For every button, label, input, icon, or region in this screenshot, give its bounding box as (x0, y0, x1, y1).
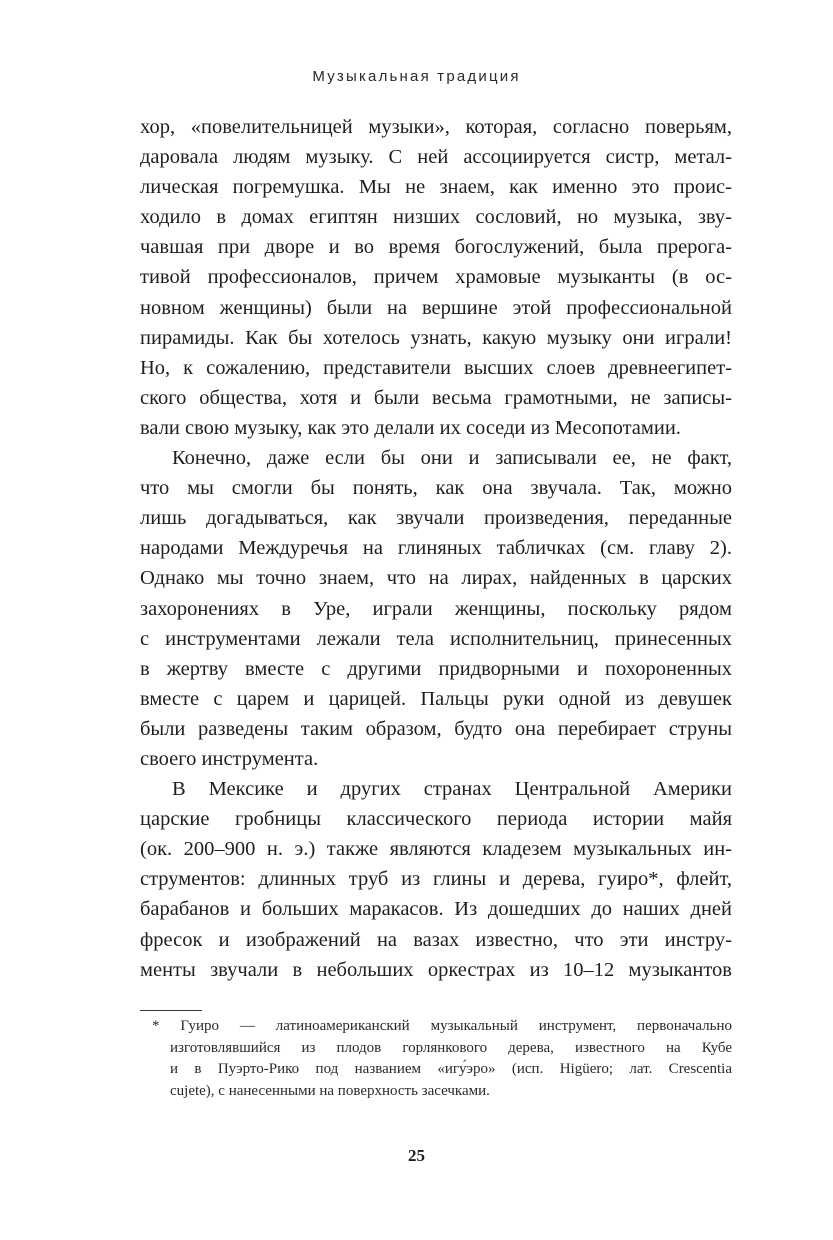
text-line: с инструментами лежали тела исполнительниц, принесенных (140, 627, 732, 650)
page-number: 25 (408, 1146, 425, 1165)
text-line: даровала людям музыку. С ней ассоциируется систр, метал- (140, 146, 732, 169)
text-line: были разведены таким образом, будто она перебирает струны (140, 717, 732, 740)
text-line: Конечно, даже если бы они и записывали ее, не факт, (172, 447, 732, 470)
footnote-line: изготовлявшийся из плодов горлянкового дерева, известного на Кубе (170, 1039, 732, 1056)
text-line: пирамиды. Как бы хотелось узнать, какую музыку они играли! (140, 326, 732, 349)
text-line: захоронениях в Уре, играли женщины, поскольку рядом (140, 597, 732, 620)
footnote-divider (140, 1010, 202, 1011)
text-line: новном женщины) были на вершине этой профессиональной (140, 296, 732, 319)
text-line: в жертву вместе с другими придворными и похороненных (140, 657, 732, 680)
footnote-line: cujete), с нанесенными на поверхность засечками. (170, 1082, 490, 1099)
text-line: народами Междуречья на глиняных табличках (см. главу 2). (140, 537, 732, 560)
footnote-line: * Гуиро — латиноамериканский музыкальный инструмент, первоначально (152, 1018, 732, 1034)
text-line: (ок. 200–900 н. э.) также являются кладезем музыкальных ин- (140, 838, 732, 861)
text-line: лишь догадываться, как звучали произведения, переданные (140, 507, 732, 530)
text-line: своего инструмента. (140, 747, 319, 770)
text-line: тивой профессионалов, причем храмовые музыканты (в ос- (140, 266, 732, 289)
text-line: фресок и изображений на вазах известно, что эти инстру- (140, 928, 732, 951)
footnote (152, 1016, 732, 1102)
text-line: В Мексике и других странах Центральной Америки (172, 778, 732, 801)
text-line: царские гробницы классического периода истории майя (140, 808, 732, 831)
running-title: Музыкальная традиция (312, 68, 521, 85)
text-line: лическая погремушка. Мы не знаем, как именно это проис- (140, 176, 732, 199)
text-line: менты звучали в небольших оркестрах из 10–12 музыкантов (140, 958, 732, 981)
text-line: вали свою музыку, как это делали их соседи из Месопотамии. (140, 416, 681, 439)
text-line: ходило в домах египтян низших сословий, но музыка, зву- (140, 206, 732, 229)
text-line: барабанов и больших маракасов. Из дошедших до наших дней (140, 898, 732, 921)
footnote-line: и в Пуэрто-Рико под названием «игу́эро» (исп. Higüero; лат. Crescentia (170, 1061, 732, 1077)
text-line: хор, «повелительницей музыки», которая, согласно поверьям, (140, 116, 732, 138)
text-line: ского общества, хотя и были весьма грамотными, не записы- (140, 386, 732, 409)
text-line: струментов: длинных труб из глины и дерева, гуиро*, флейт, (140, 868, 732, 891)
text-line: Однако мы точно знаем, что на лирах, найденных в царских (140, 567, 732, 590)
text-line: чавшая при дворе и во время богослужений, была прерога- (140, 236, 732, 259)
text-line: Но, к сожалению, представители высших слоев древнеегипет- (140, 356, 732, 379)
main-text (140, 112, 732, 985)
text-line: вместе с царем и царицей. Пальцы руки одной из девушек (140, 687, 732, 710)
text-line: что мы смогли бы понять, как она звучала. Так, можно (140, 477, 732, 500)
